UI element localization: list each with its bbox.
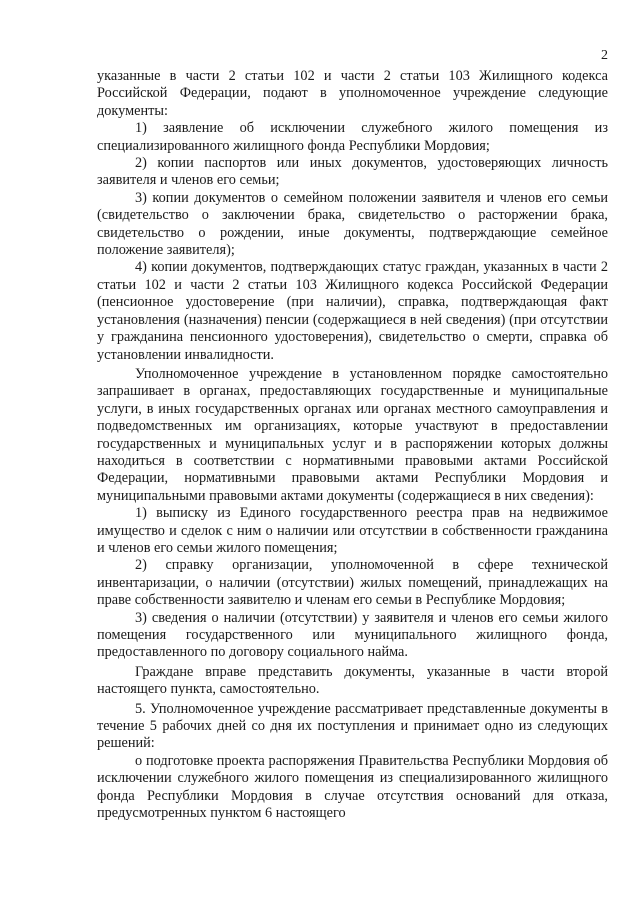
list-item-citizen-status: 4) копии документов, подтверждающих статус граждан, указанных в части 2 статьи 102 и части 2 статьи 103 Жилищного кодекса Российской Федерации (пенсионное удостоверение (при наличии), справка, подтверждающая факт установления (назначения) пенсии (содержащиеся в ней сведения) (при отсутствии у гражданина пенсионного удостоверения), свидетельство о смерти, справка об установлении инвалидности. [97, 259, 608, 363]
list-item-family-status: 3) копии документов о семейном положении заявителя и членов его семьи (свидетельство о заключении брака, свидетельство о расторжении брака, свидетельство о рождении, иные документы, подтверждающие семейное положение заявителя); [97, 189, 608, 259]
list-item-inventory-certificate: 2) справку организации, уполномоченной в сфере технической инвентаризации, о наличии (отсутствии) жилых помещений, принадлежащих на праве собственности заявителю и членам его семьи в Республике Мордовия; [97, 557, 608, 609]
page-number: 2 [601, 48, 608, 63]
document-body [97, 68, 608, 822]
list-item-passports: 2) копии паспортов или иных документов, удостоверяющих личность заявителя и членов его семьи; [97, 155, 608, 189]
paragraph-decision: о подготовке проекта распоряжения Правительства Республики Мордовия об исключении служебного жилого помещения из специализированного жилищного фонда Республики Мордовия в случае отсутствия оснований для отказа, предусмотренных пунктом 6 настоящего [97, 752, 608, 822]
paragraph-item-5: 5. Уполномоченное учреждение рассматривает представленные документы в течение 5 рабочих дней со дня их поступления и принимает одно из следующих решений: [97, 700, 608, 752]
list-item-registry-extract: 1) выписку из Единого государственного реестра прав на недвижимое имущество и сделок с ним о наличии или отсутствии в собственности гражданина и членов его семьи жилого помещения; [97, 505, 608, 556]
list-item-application: 1) заявление об исключении служебного жилого помещения из специализированного жилищного фонда Республики Мордовия; [97, 120, 608, 154]
list-item-housing-info: 3) сведения о наличии (отсутствии) у заявителя и членов его семьи жилого помещения государственного или муниципального жилищного фонда, предоставленного по договору социального найма. [97, 609, 608, 661]
paragraph-intro: указанные в части 2 статьи 102 и части 2 статьи 103 Жилищного кодекса Российской Федерации, подают в уполномоченное учреждение следующие документы: [97, 68, 608, 119]
paragraph-citizens-right: Граждане вправе представить документы, указанные в части второй настоящего пункта, самостоятельно. [97, 663, 608, 698]
paragraph-requests: Уполномоченное учреждение в установленном порядке самостоятельно запрашивает в органах, предоставляющих государственные и муниципальные услуги, в иных государственных органах или органах местного самоуправления и подведомственных им организациях, которые участвуют в предоставлении государственных и муниципальных услуг и в распоряжении которых должны находиться в соответствии с нормативными правовыми актами Российской Федерации, нормативными правовыми актами Республики Мордовия и муниципальными правовыми актами документы (содержащиеся в них сведения): [97, 365, 608, 504]
